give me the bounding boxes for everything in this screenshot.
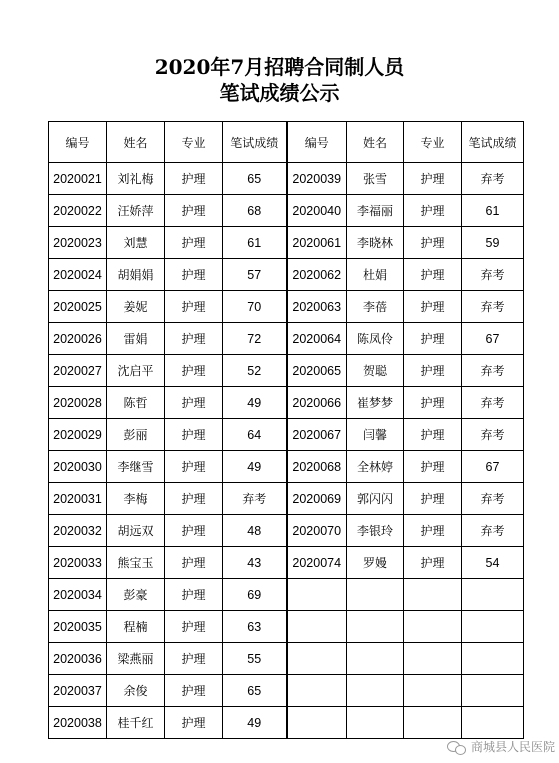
right-major-cell: 护理 <box>404 163 462 195</box>
right-name-cell: 陈凤伶 <box>347 323 404 355</box>
right-score-cell: 54 <box>462 547 524 579</box>
right-id-cell <box>287 579 347 611</box>
right-name-cell <box>347 643 404 675</box>
right-id-cell: 2020065 <box>287 355 347 387</box>
left-score-cell: 43 <box>223 547 287 579</box>
right-major-cell: 护理 <box>404 387 462 419</box>
right-name-cell: 李银玲 <box>347 515 404 547</box>
table-row <box>49 419 524 451</box>
left-score-cell: 55 <box>223 643 287 675</box>
table-row <box>49 579 524 611</box>
right-major-cell <box>404 611 462 643</box>
right-id-cell: 2020039 <box>287 163 347 195</box>
table-row <box>49 547 524 579</box>
left-name-cell: 沈启平 <box>107 355 165 387</box>
right-id-cell: 2020061 <box>287 227 347 259</box>
left-score-cell: 49 <box>223 451 287 483</box>
left-score-cell: 65 <box>223 163 287 195</box>
right-score-cell: 弃考 <box>462 515 524 547</box>
right-name-cell: 李福丽 <box>347 195 404 227</box>
right-name-cell: 贺聪 <box>347 355 404 387</box>
left-id-cell: 2020026 <box>49 323 107 355</box>
left-id-cell: 2020029 <box>49 419 107 451</box>
header-cell: 专业 <box>165 122 223 163</box>
header-cell: 专业 <box>404 122 462 163</box>
left-score-cell: 65 <box>223 675 287 707</box>
right-id-cell <box>287 675 347 707</box>
table-row <box>49 707 524 739</box>
left-score-cell: 52 <box>223 355 287 387</box>
right-id-cell: 2020062 <box>287 259 347 291</box>
left-id-cell: 2020027 <box>49 355 107 387</box>
left-major-cell: 护理 <box>165 163 223 195</box>
page-title: 2020年7月招聘合同制人员 <box>154 55 405 79</box>
wechat-icon <box>447 740 467 754</box>
right-id-cell: 2020074 <box>287 547 347 579</box>
table-row <box>49 451 524 483</box>
left-major-cell: 护理 <box>165 451 223 483</box>
table-row <box>49 323 524 355</box>
left-name-cell: 刘礼梅 <box>107 163 165 195</box>
left-major-cell: 护理 <box>165 675 223 707</box>
right-score-cell <box>462 707 524 739</box>
left-score-cell: 69 <box>223 579 287 611</box>
right-score-cell: 67 <box>462 451 524 483</box>
right-name-cell: 罗嫚 <box>347 547 404 579</box>
right-score-cell: 弃考 <box>462 483 524 515</box>
right-major-cell: 护理 <box>404 547 462 579</box>
left-score-cell: 68 <box>223 195 287 227</box>
right-major-cell: 护理 <box>404 515 462 547</box>
left-major-cell: 护理 <box>165 419 223 451</box>
left-score-cell: 61 <box>223 227 287 259</box>
right-name-cell <box>347 579 404 611</box>
left-name-cell: 梁燕丽 <box>107 643 165 675</box>
table-row <box>49 675 524 707</box>
left-id-cell: 2020024 <box>49 259 107 291</box>
watermark <box>447 738 555 755</box>
right-major-cell: 护理 <box>404 451 462 483</box>
left-name-cell: 程楠 <box>107 611 165 643</box>
left-score-cell: 弃考 <box>223 483 287 515</box>
left-name-cell: 陈哲 <box>107 387 165 419</box>
header-cell: 姓名 <box>347 122 404 163</box>
right-name-cell <box>347 611 404 643</box>
right-id-cell: 2020064 <box>287 323 347 355</box>
page-subtitle: 笔试成绩公示 <box>219 81 340 105</box>
right-name-cell: 李蓓 <box>347 291 404 323</box>
left-name-cell: 余俊 <box>107 675 165 707</box>
left-name-cell: 李梅 <box>107 483 165 515</box>
left-major-cell: 护理 <box>165 291 223 323</box>
right-score-cell: 弃考 <box>462 291 524 323</box>
left-name-cell: 熊宝玉 <box>107 547 165 579</box>
right-name-cell: 杜娟 <box>347 259 404 291</box>
table-row <box>49 483 524 515</box>
table-header-row <box>49 122 524 163</box>
right-name-cell: 崔梦梦 <box>347 387 404 419</box>
left-major-cell: 护理 <box>165 195 223 227</box>
left-id-cell: 2020038 <box>49 707 107 739</box>
left-major-cell: 护理 <box>165 611 223 643</box>
table-row <box>49 355 524 387</box>
left-major-cell: 护理 <box>165 387 223 419</box>
left-major-cell: 护理 <box>165 227 223 259</box>
right-major-cell: 护理 <box>404 323 462 355</box>
right-score-cell <box>462 579 524 611</box>
left-name-cell: 彭豪 <box>107 579 165 611</box>
right-id-cell <box>287 611 347 643</box>
left-name-cell: 胡远双 <box>107 515 165 547</box>
right-score-cell: 67 <box>462 323 524 355</box>
header-cell: 笔试成绩 <box>462 122 524 163</box>
right-major-cell <box>404 707 462 739</box>
header-cell: 笔试成绩 <box>223 122 287 163</box>
left-score-cell: 49 <box>223 707 287 739</box>
left-score-cell: 57 <box>223 259 287 291</box>
right-major-cell <box>404 579 462 611</box>
left-id-cell: 2020036 <box>49 643 107 675</box>
right-id-cell: 2020070 <box>287 515 347 547</box>
score-table <box>48 121 524 739</box>
left-id-cell: 2020022 <box>49 195 107 227</box>
left-score-cell: 63 <box>223 611 287 643</box>
right-id-cell: 2020066 <box>287 387 347 419</box>
right-id-cell: 2020040 <box>287 195 347 227</box>
table-row <box>49 291 524 323</box>
right-score-cell: 弃考 <box>462 259 524 291</box>
table-row <box>49 643 524 675</box>
right-name-cell: 李晓林 <box>347 227 404 259</box>
right-id-cell <box>287 707 347 739</box>
right-score-cell: 弃考 <box>462 387 524 419</box>
right-name-cell <box>347 707 404 739</box>
left-id-cell: 2020033 <box>49 547 107 579</box>
right-id-cell: 2020063 <box>287 291 347 323</box>
left-major-cell: 护理 <box>165 483 223 515</box>
left-id-cell: 2020023 <box>49 227 107 259</box>
right-major-cell: 护理 <box>404 259 462 291</box>
left-id-cell: 2020025 <box>49 291 107 323</box>
left-major-cell: 护理 <box>165 323 223 355</box>
right-score-cell: 61 <box>462 195 524 227</box>
left-major-cell: 护理 <box>165 355 223 387</box>
table-row <box>49 515 524 547</box>
right-name-cell <box>347 675 404 707</box>
left-name-cell: 雷娟 <box>107 323 165 355</box>
left-name-cell: 桂千红 <box>107 707 165 739</box>
header-cell: 编号 <box>49 122 107 163</box>
left-id-cell: 2020028 <box>49 387 107 419</box>
left-name-cell: 刘慧 <box>107 227 165 259</box>
left-major-cell: 护理 <box>165 259 223 291</box>
table-row <box>49 195 524 227</box>
left-id-cell: 2020031 <box>49 483 107 515</box>
left-major-cell: 护理 <box>165 547 223 579</box>
left-id-cell: 2020032 <box>49 515 107 547</box>
right-score-cell: 弃考 <box>462 355 524 387</box>
table-row <box>49 611 524 643</box>
left-major-cell: 护理 <box>165 643 223 675</box>
left-score-cell: 48 <box>223 515 287 547</box>
table-row <box>49 387 524 419</box>
left-id-cell: 2020030 <box>49 451 107 483</box>
right-id-cell: 2020067 <box>287 419 347 451</box>
table-row <box>49 259 524 291</box>
left-name-cell: 彭丽 <box>107 419 165 451</box>
right-name-cell: 郭闪闪 <box>347 483 404 515</box>
right-major-cell: 护理 <box>404 483 462 515</box>
right-major-cell <box>404 643 462 675</box>
header-cell: 姓名 <box>107 122 165 163</box>
right-major-cell <box>404 675 462 707</box>
right-score-cell <box>462 611 524 643</box>
right-name-cell: 张雪 <box>347 163 404 195</box>
right-major-cell: 护理 <box>404 419 462 451</box>
right-major-cell: 护理 <box>404 195 462 227</box>
watermark-text: 商城县人民医院 <box>470 740 555 754</box>
table-row <box>49 163 524 195</box>
left-score-cell: 64 <box>223 419 287 451</box>
header-cell: 编号 <box>287 122 347 163</box>
table-row <box>49 227 524 259</box>
right-id-cell: 2020069 <box>287 483 347 515</box>
left-id-cell: 2020021 <box>49 163 107 195</box>
left-id-cell: 2020037 <box>49 675 107 707</box>
left-name-cell: 汪娇萍 <box>107 195 165 227</box>
left-score-cell: 70 <box>223 291 287 323</box>
right-id-cell: 2020068 <box>287 451 347 483</box>
left-name-cell: 胡娟娟 <box>107 259 165 291</box>
right-score-cell: 弃考 <box>462 419 524 451</box>
left-score-cell: 72 <box>223 323 287 355</box>
left-major-cell: 护理 <box>165 515 223 547</box>
left-name-cell: 姜妮 <box>107 291 165 323</box>
left-id-cell: 2020034 <box>49 579 107 611</box>
left-major-cell: 护理 <box>165 579 223 611</box>
left-score-cell: 49 <box>223 387 287 419</box>
right-id-cell <box>287 643 347 675</box>
right-major-cell: 护理 <box>404 291 462 323</box>
right-name-cell: 全林婷 <box>347 451 404 483</box>
left-major-cell: 护理 <box>165 707 223 739</box>
right-score-cell: 59 <box>462 227 524 259</box>
right-score-cell <box>462 675 524 707</box>
right-score-cell <box>462 643 524 675</box>
right-major-cell: 护理 <box>404 355 462 387</box>
right-score-cell: 弃考 <box>462 163 524 195</box>
right-major-cell: 护理 <box>404 227 462 259</box>
left-name-cell: 李继雪 <box>107 451 165 483</box>
left-id-cell: 2020035 <box>49 611 107 643</box>
right-name-cell: 闫馨 <box>347 419 404 451</box>
